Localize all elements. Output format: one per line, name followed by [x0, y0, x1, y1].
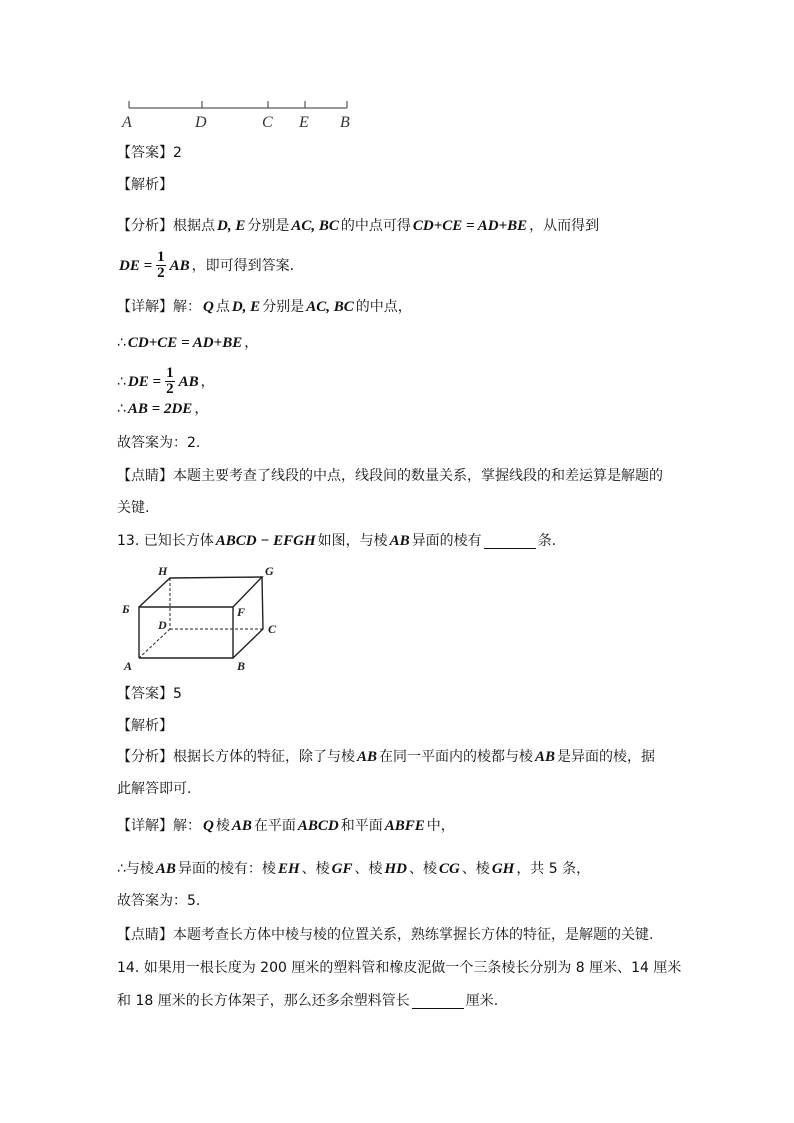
math-expression: CD+CE = AD+BE: [127, 335, 243, 351]
text-line: [117, 684, 182, 704]
point-label-b: B: [340, 114, 350, 131]
math-expression: AB: [389, 533, 410, 549]
text-line: [117, 747, 655, 767]
math-expression: ABCD − EFGH: [215, 533, 316, 549]
text-run: 和平面: [340, 818, 383, 834]
text-run: 【点睛】本题考查长方体中棱与棱的位置关系，熟练掌握长方体的特征，是解题的关键.: [117, 927, 654, 943]
math-expression: D, E: [217, 218, 246, 234]
text-run: 13. 已知长方体: [117, 533, 214, 549]
math-expression: CD+CE = AD+BE: [412, 218, 528, 234]
math-expression: AB: [169, 257, 190, 274]
text-run: 、棱: [301, 861, 330, 877]
text-run: ，从而得到: [529, 218, 600, 234]
text-run: 如图，与棱: [317, 533, 388, 549]
math-expression: DE =: [127, 373, 162, 390]
text-run: 分别是: [262, 299, 305, 315]
math-expression: Q: [203, 299, 214, 315]
vertex-label-f: F: [237, 605, 246, 619]
vertex-label-g: G: [265, 564, 274, 578]
text-run: ，共 5 条，: [516, 861, 591, 877]
math-expression: AB: [155, 861, 176, 877]
fraction-numerator: 1: [157, 249, 165, 265]
vertex-label-a: A: [124, 659, 133, 673]
text-run: ∴与棱: [117, 861, 154, 877]
answer-blank: [412, 994, 464, 1009]
point-label-c: C: [262, 114, 273, 131]
math-expression: AB: [178, 373, 199, 390]
point-label-e: E: [299, 114, 309, 131]
text-run: 是异面的棱，据: [557, 749, 656, 765]
text-run: 14. 如果用一根长度为 200 厘米的塑料管和橡皮泥做一个三条棱长分别为 8 厘米、14 厘米: [117, 960, 682, 976]
math-expression: AB: [535, 749, 556, 765]
math-expression: GF: [331, 861, 353, 877]
answer-blank: [484, 534, 536, 549]
text-run: 、棱: [408, 861, 437, 877]
fraction-numerator: 1: [166, 365, 174, 381]
text-run: ∴: [117, 401, 126, 417]
text-run: 分别是: [247, 218, 290, 234]
text-run: 在平面: [253, 818, 296, 834]
text-run: 【答案】5: [117, 686, 182, 702]
math-expression: AB = 2DE: [127, 401, 193, 417]
math-expression: ABFE: [384, 818, 425, 834]
text-run: ，: [194, 401, 209, 417]
text-run: 棱: [215, 818, 230, 834]
text-run: 的中点可得: [340, 218, 411, 234]
math-expression: AC, BC: [291, 218, 339, 234]
text-run: 【详解】解：: [117, 818, 201, 834]
fraction: [165, 366, 175, 397]
text-line: [117, 816, 455, 836]
text-run: 和 18 厘米的长方体架子，那么还多余塑料管长: [117, 993, 410, 1009]
math-expression: AB: [357, 749, 378, 765]
text-line: [117, 498, 149, 518]
text-line: [117, 333, 258, 353]
text-run: ，: [200, 373, 215, 390]
math-expression: ABCD: [297, 818, 339, 834]
text-line: [117, 399, 208, 419]
text-line: [117, 216, 599, 236]
math-expression: AB: [231, 818, 252, 834]
text-line: [117, 175, 173, 195]
text-run: 【分析】根据点: [117, 218, 215, 234]
point-label-a: A: [122, 114, 132, 131]
text-run: 【详解】解：: [117, 299, 201, 315]
text-run: 【解析】: [117, 718, 173, 734]
math-expression: CG: [438, 861, 460, 877]
text-run: 此解答即可.: [117, 781, 192, 797]
fraction: [156, 250, 166, 281]
text-run: ，: [244, 335, 259, 351]
math-expression: DE =: [119, 257, 153, 274]
text-run: 点: [215, 299, 230, 315]
text-run: 异面的棱有: [411, 533, 482, 549]
text-run: 在同一平面内的棱都与棱: [379, 749, 534, 765]
vertex-label-b: B: [237, 659, 246, 673]
text-line: [117, 991, 498, 1011]
fraction-denominator: 2: [166, 381, 174, 397]
text-run: 条.: [537, 533, 557, 549]
text-run: 中，: [426, 818, 455, 834]
text-line: [117, 958, 681, 978]
text-run: 【解析】: [117, 177, 173, 193]
text-line: [117, 779, 191, 799]
text-line: [117, 433, 200, 453]
vertex-label-e: Б: [122, 602, 130, 616]
point-label-d: D: [195, 114, 207, 131]
text-run: 故答案为：5.: [117, 893, 201, 909]
text-line: [117, 531, 556, 551]
text-line: [117, 925, 653, 945]
text-line: [117, 250, 294, 281]
text-run: 异面的棱有：棱: [177, 861, 276, 877]
text-run: ∴: [117, 373, 126, 390]
text-run: 故答案为：2.: [117, 435, 201, 451]
text-line: [117, 366, 215, 397]
text-run: ，即可得到答案.: [191, 257, 295, 274]
text-line: [117, 891, 200, 911]
text-run: 【分析】根据长方体的特征，除了与棱: [117, 749, 355, 765]
text-run: 厘米.: [465, 993, 499, 1009]
vertex-label-d: D: [158, 618, 167, 632]
fraction-denominator: 2: [157, 265, 165, 281]
math-expression: HD: [384, 861, 407, 877]
vertex-label-c: C: [268, 622, 277, 636]
text-run: 的中点，: [355, 299, 412, 315]
text-run: ∴: [117, 335, 126, 351]
text-line: [117, 143, 182, 163]
text-run: 、棱: [461, 861, 490, 877]
text-run: 【答案】2: [117, 145, 182, 161]
math-expression: GH: [491, 861, 515, 877]
text-line: [117, 716, 173, 736]
text-line: [117, 466, 663, 486]
text-run: 、棱: [354, 861, 383, 877]
text-run: 关键.: [117, 500, 150, 516]
text-line: [117, 297, 412, 317]
text-run: 【点睛】本题主要考查了线段的中点，线段间的数量关系，掌握线段的和差运算是解题的: [117, 468, 663, 484]
text-line: [117, 859, 590, 879]
math-expression: Q: [203, 818, 214, 834]
math-expression: EH: [277, 861, 300, 877]
math-expression: D, E: [231, 299, 261, 315]
vertex-label-h: H: [158, 564, 168, 578]
math-expression: AC, BC: [306, 299, 354, 315]
